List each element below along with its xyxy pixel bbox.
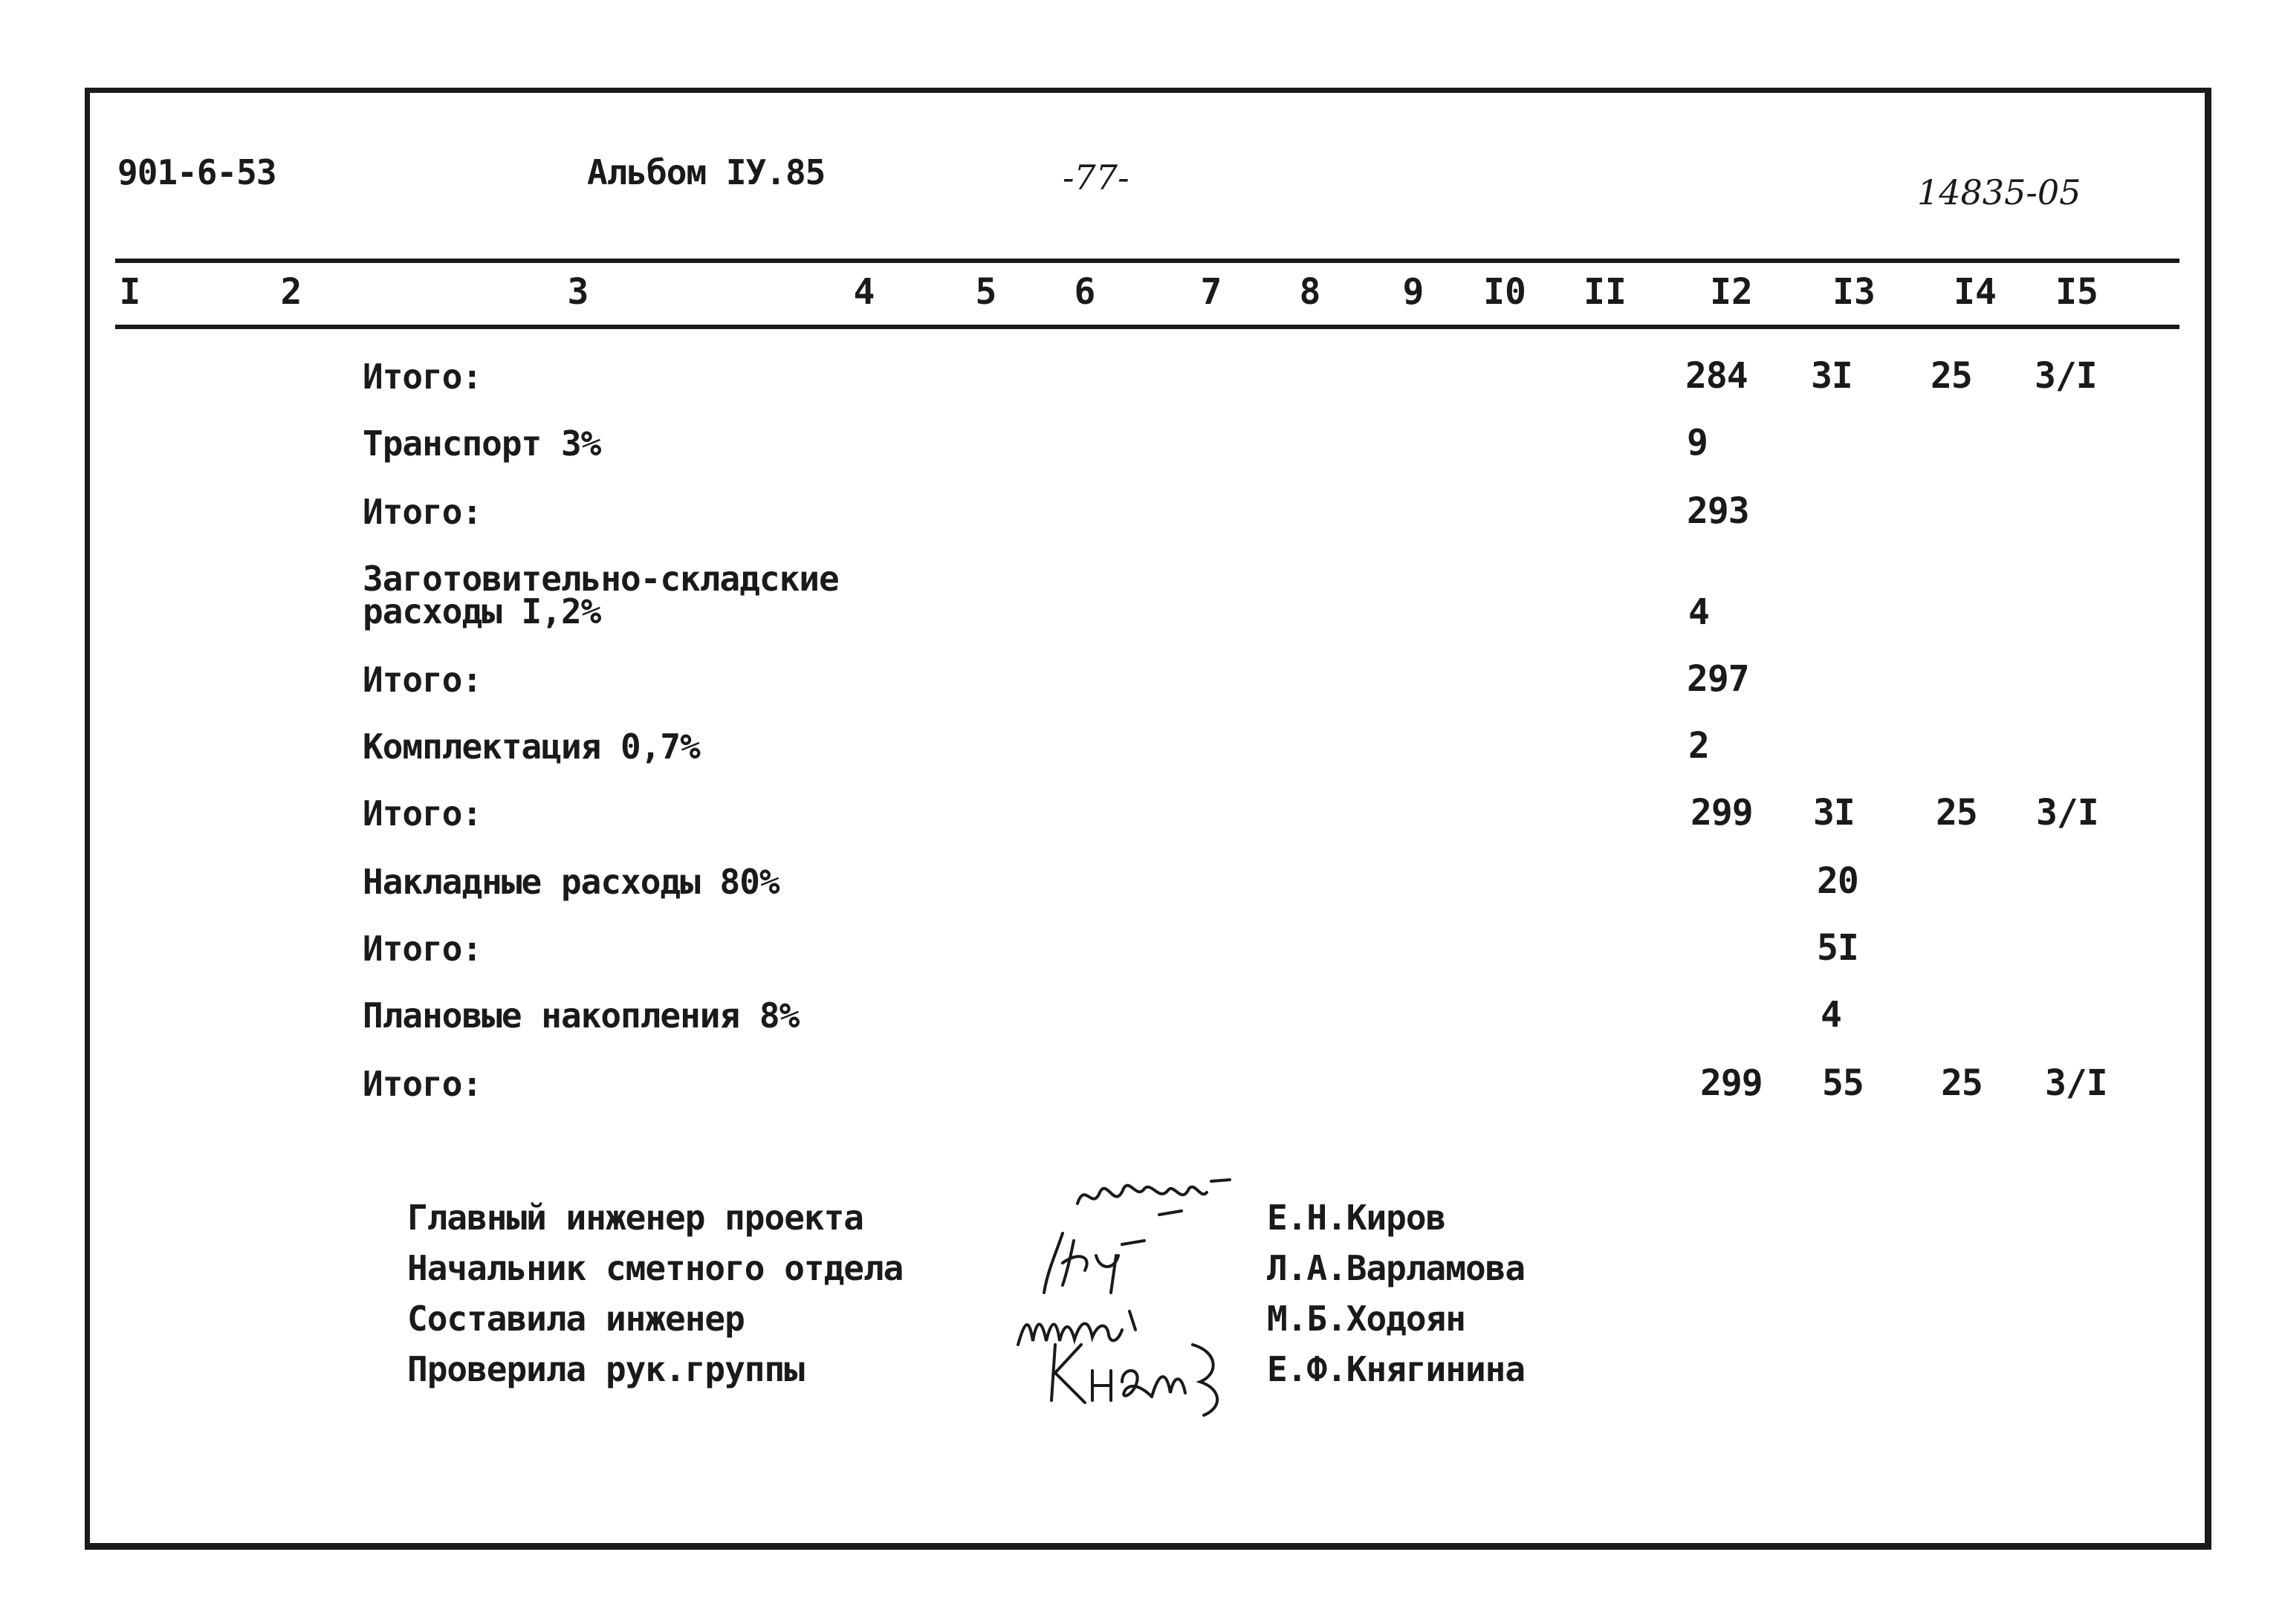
cell-col14: 25 bbox=[1941, 1062, 1983, 1104]
signature-name: Е.Н.Киров bbox=[1267, 1198, 1446, 1238]
cell-col13: 4 bbox=[1821, 994, 1841, 1036]
row-label-line2: расходы I,2% bbox=[363, 591, 601, 631]
column-number: 8 bbox=[1299, 271, 1321, 313]
handwritten-signature-4 bbox=[1040, 1330, 1248, 1419]
column-number: 5 bbox=[975, 271, 997, 313]
signature-position: Составила инженер bbox=[407, 1299, 745, 1339]
cell-col12: 4 bbox=[1688, 591, 1709, 633]
signature-position: Проверила рук.группы bbox=[407, 1349, 804, 1389]
row-label: Итого: bbox=[363, 929, 482, 969]
row-label: Итого: bbox=[363, 492, 482, 532]
column-number: I2 bbox=[1710, 271, 1753, 313]
row-label: Итого: bbox=[363, 357, 482, 397]
column-number: II bbox=[1584, 271, 1627, 313]
cell-col12: 299 bbox=[1691, 792, 1753, 834]
row-label: Комплектация 0,7% bbox=[363, 727, 700, 767]
cell-col15: 3/I bbox=[2036, 792, 2098, 834]
row-label: Накладные расходы 80% bbox=[363, 862, 779, 902]
column-number: 7 bbox=[1200, 271, 1222, 313]
column-number: 2 bbox=[280, 271, 302, 313]
row-label: Итого: bbox=[363, 660, 482, 700]
cell-col15: 3/I bbox=[2045, 1062, 2107, 1104]
column-number: I bbox=[119, 271, 141, 313]
cell-col13: 3I bbox=[1811, 355, 1852, 397]
signature-position: Начальник сметного отдела bbox=[407, 1248, 904, 1288]
cell-col15: 3/I bbox=[2035, 355, 2097, 397]
signature-name: Л.А.Варламова bbox=[1267, 1248, 1526, 1288]
doc-code: 901-6-53 bbox=[117, 152, 276, 192]
cell-col13: 5I bbox=[1817, 927, 1858, 969]
header-bottom-rule bbox=[115, 325, 2179, 329]
signature-name: Е.Ф.Княгинина bbox=[1267, 1349, 1526, 1389]
column-number: I5 bbox=[2055, 271, 2098, 313]
column-number: 6 bbox=[1074, 271, 1096, 313]
handwritten-signature-1 bbox=[1070, 1159, 1241, 1233]
signature-name: М.Б.Ходоян bbox=[1267, 1299, 1465, 1339]
signature-position: Главный инженер проекта bbox=[407, 1198, 863, 1238]
cell-col13: 20 bbox=[1817, 860, 1858, 902]
cell-col13: 3I bbox=[1813, 792, 1855, 834]
row-label: Итого: bbox=[363, 793, 482, 834]
cell-col14: 25 bbox=[1936, 792, 1977, 834]
cell-col13: 55 bbox=[1822, 1062, 1864, 1104]
row-label: Плановые накопления 8% bbox=[363, 995, 800, 1036]
row-label-line1: Заготовительно-складские bbox=[363, 559, 839, 599]
cell-col12: 297 bbox=[1687, 658, 1749, 700]
column-number: 3 bbox=[567, 271, 589, 313]
cell-col12: 9 bbox=[1687, 422, 1708, 464]
cell-col14: 25 bbox=[1931, 355, 1972, 397]
column-number: I4 bbox=[1954, 271, 1997, 313]
row-label: Транспорт 3% bbox=[363, 423, 601, 464]
header-top-rule bbox=[115, 259, 2179, 263]
doc-number: 14835-05 bbox=[1917, 172, 2081, 212]
cell-col12: 293 bbox=[1687, 490, 1749, 532]
column-number: I3 bbox=[1832, 271, 1876, 313]
cell-col12: 2 bbox=[1688, 725, 1709, 767]
column-number: 9 bbox=[1402, 271, 1424, 313]
column-number: I0 bbox=[1483, 271, 1526, 313]
row-label: Итого: bbox=[363, 1064, 482, 1104]
column-number: 4 bbox=[853, 271, 875, 313]
page-number: -77- bbox=[1063, 157, 1129, 198]
cell-col12: 284 bbox=[1685, 355, 1748, 397]
album-title: Альбом IУ.85 bbox=[587, 152, 826, 192]
cell-col12: 299 bbox=[1700, 1062, 1763, 1104]
